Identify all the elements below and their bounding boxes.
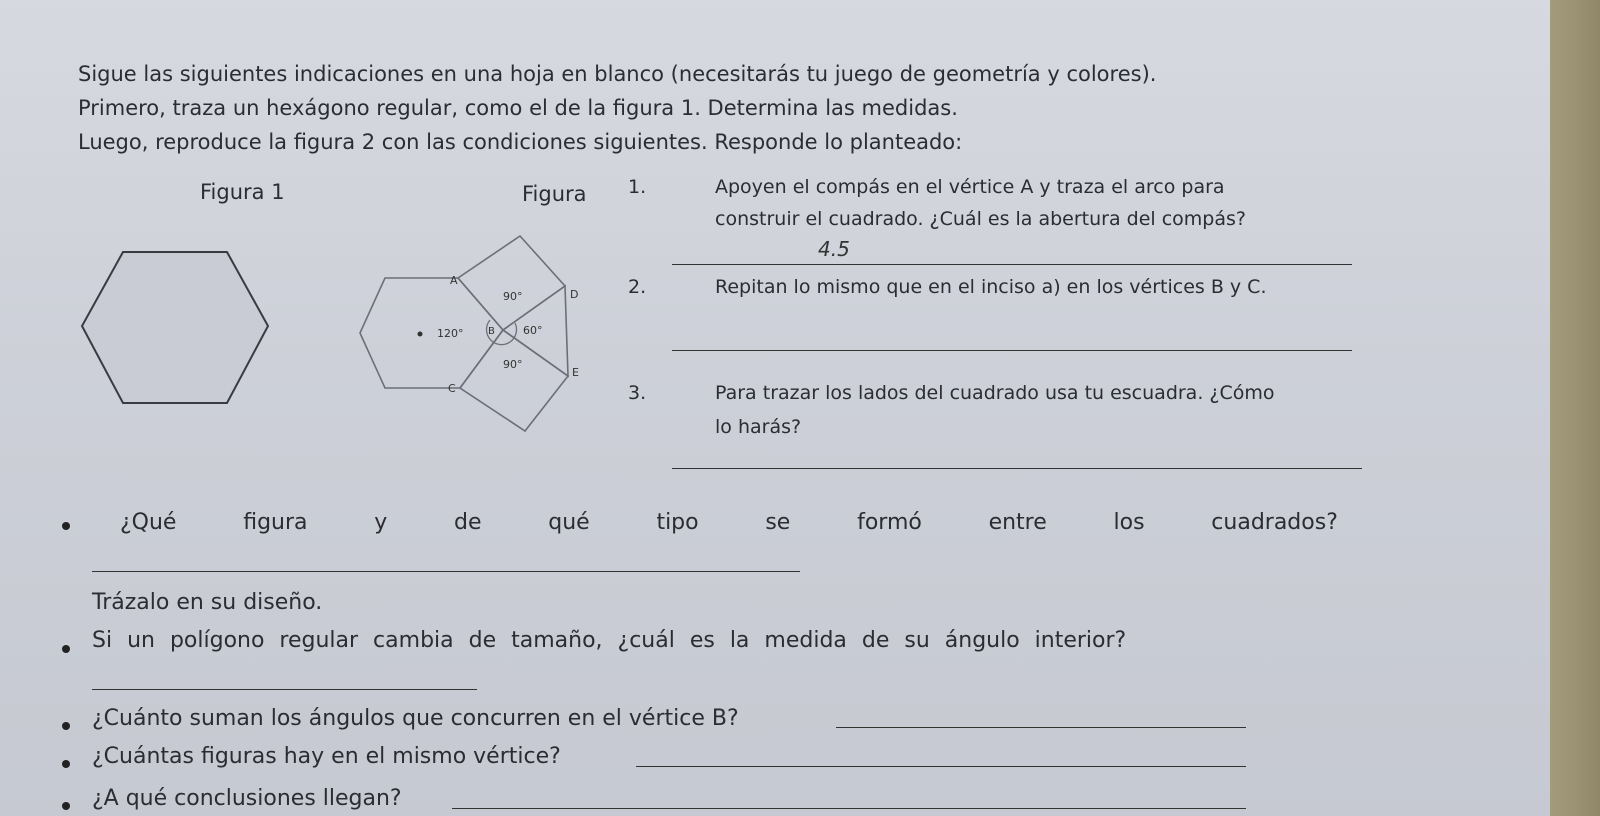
figure2-angle-top: 90°	[503, 290, 523, 303]
figure2-hexagon	[360, 278, 503, 388]
bullet-dot	[62, 645, 70, 653]
bullet-5-question: ¿A qué conclusiones llegan?	[92, 786, 402, 811]
figure2-label-d: D	[570, 288, 579, 301]
word: ¿Qué	[120, 510, 177, 535]
figure2-caption: Figura	[522, 182, 587, 206]
bullet-2-answer-line[interactable]	[92, 689, 477, 690]
bullet-dot	[62, 802, 70, 810]
word: cuadrados?	[1211, 510, 1338, 535]
word: entre	[988, 510, 1047, 535]
bullet-4-answer-line[interactable]	[636, 766, 1246, 767]
question-3-number: 3.	[628, 382, 647, 404]
figure2-label-a: A	[450, 274, 458, 287]
question-3-line-1: Para trazar los lados del cuadrado usa tu escuadra. ¿Cómo	[715, 382, 1275, 404]
word: formó	[857, 510, 922, 535]
bullet-dot	[62, 522, 70, 530]
word: qué	[548, 510, 590, 535]
intro-line-1: Sigue las siguientes indicaciones en una hoja en blanco (necesitarás tu juego de geometría y colores).	[78, 62, 1157, 86]
figure2-label-b: B	[488, 326, 495, 337]
question-1-number: 1.	[628, 176, 647, 198]
word: los	[1113, 510, 1145, 535]
bullet-4-question: ¿Cuántas figuras hay en el mismo vértice?	[92, 744, 561, 769]
question-1-answer-line[interactable]	[672, 264, 1352, 265]
bullet-1-answer-line[interactable]	[92, 571, 800, 572]
figure2-angle-left: 120°	[437, 327, 464, 340]
figure2-diagram	[340, 228, 610, 443]
figure2-label-c: C	[448, 382, 456, 395]
bullet-1-followup: Trázalo en su diseño.	[92, 590, 323, 615]
bullet-2-question: Si un polígono regular cambia de tamaño, ¿cuál es la medida de su ángulo interior?	[92, 628, 1127, 653]
figure2-angle-bottom: 90°	[503, 358, 523, 371]
table-edge	[1550, 0, 1600, 816]
question-1-line-1: Apoyen el compás en el vértice A y traza el arco para	[715, 176, 1225, 198]
word: y	[374, 510, 388, 535]
figure2-center-dot	[418, 332, 423, 337]
word: figura	[243, 510, 308, 535]
intro-line-3: Luego, reproduce la figura 2 con las condiciones siguientes. Responde lo planteado:	[78, 130, 963, 154]
bullet-dot	[62, 760, 70, 768]
bullet-3-answer-line[interactable]	[836, 727, 1246, 728]
figure1-hexagon	[80, 250, 280, 415]
question-2-number: 2.	[628, 276, 647, 298]
question-1-line-2: construir el cuadrado. ¿Cuál es la abertura del compás?	[715, 208, 1246, 230]
word: de	[454, 510, 482, 535]
bullet-dot	[62, 722, 70, 730]
word: se	[765, 510, 791, 535]
figure2-square-top	[458, 236, 565, 330]
figure2-square-bottom	[460, 330, 568, 431]
question-1-answer: 4.5	[818, 237, 850, 261]
figure2-angle-right: 60°	[523, 324, 543, 337]
figure2-label-e: E	[572, 366, 579, 379]
question-3-line-2: lo harás?	[715, 416, 802, 438]
question-3-answer-line[interactable]	[672, 468, 1362, 469]
question-2-line-1: Repitan lo mismo que en el inciso a) en los vértices B y C.	[715, 276, 1267, 298]
bullet-5-answer-line[interactable]	[452, 808, 1246, 809]
word: tipo	[656, 510, 699, 535]
bullet-3-question: ¿Cuánto suman los ángulos que concurren en el vértice B?	[92, 706, 739, 731]
bullet-1-question	[120, 510, 1338, 535]
intro-line-2: Primero, traza un hexágono regular, como el de la figura 1. Determina las medidas.	[78, 96, 958, 120]
question-2-answer-line[interactable]	[672, 350, 1352, 351]
figure1-caption: Figura 1	[200, 180, 285, 204]
